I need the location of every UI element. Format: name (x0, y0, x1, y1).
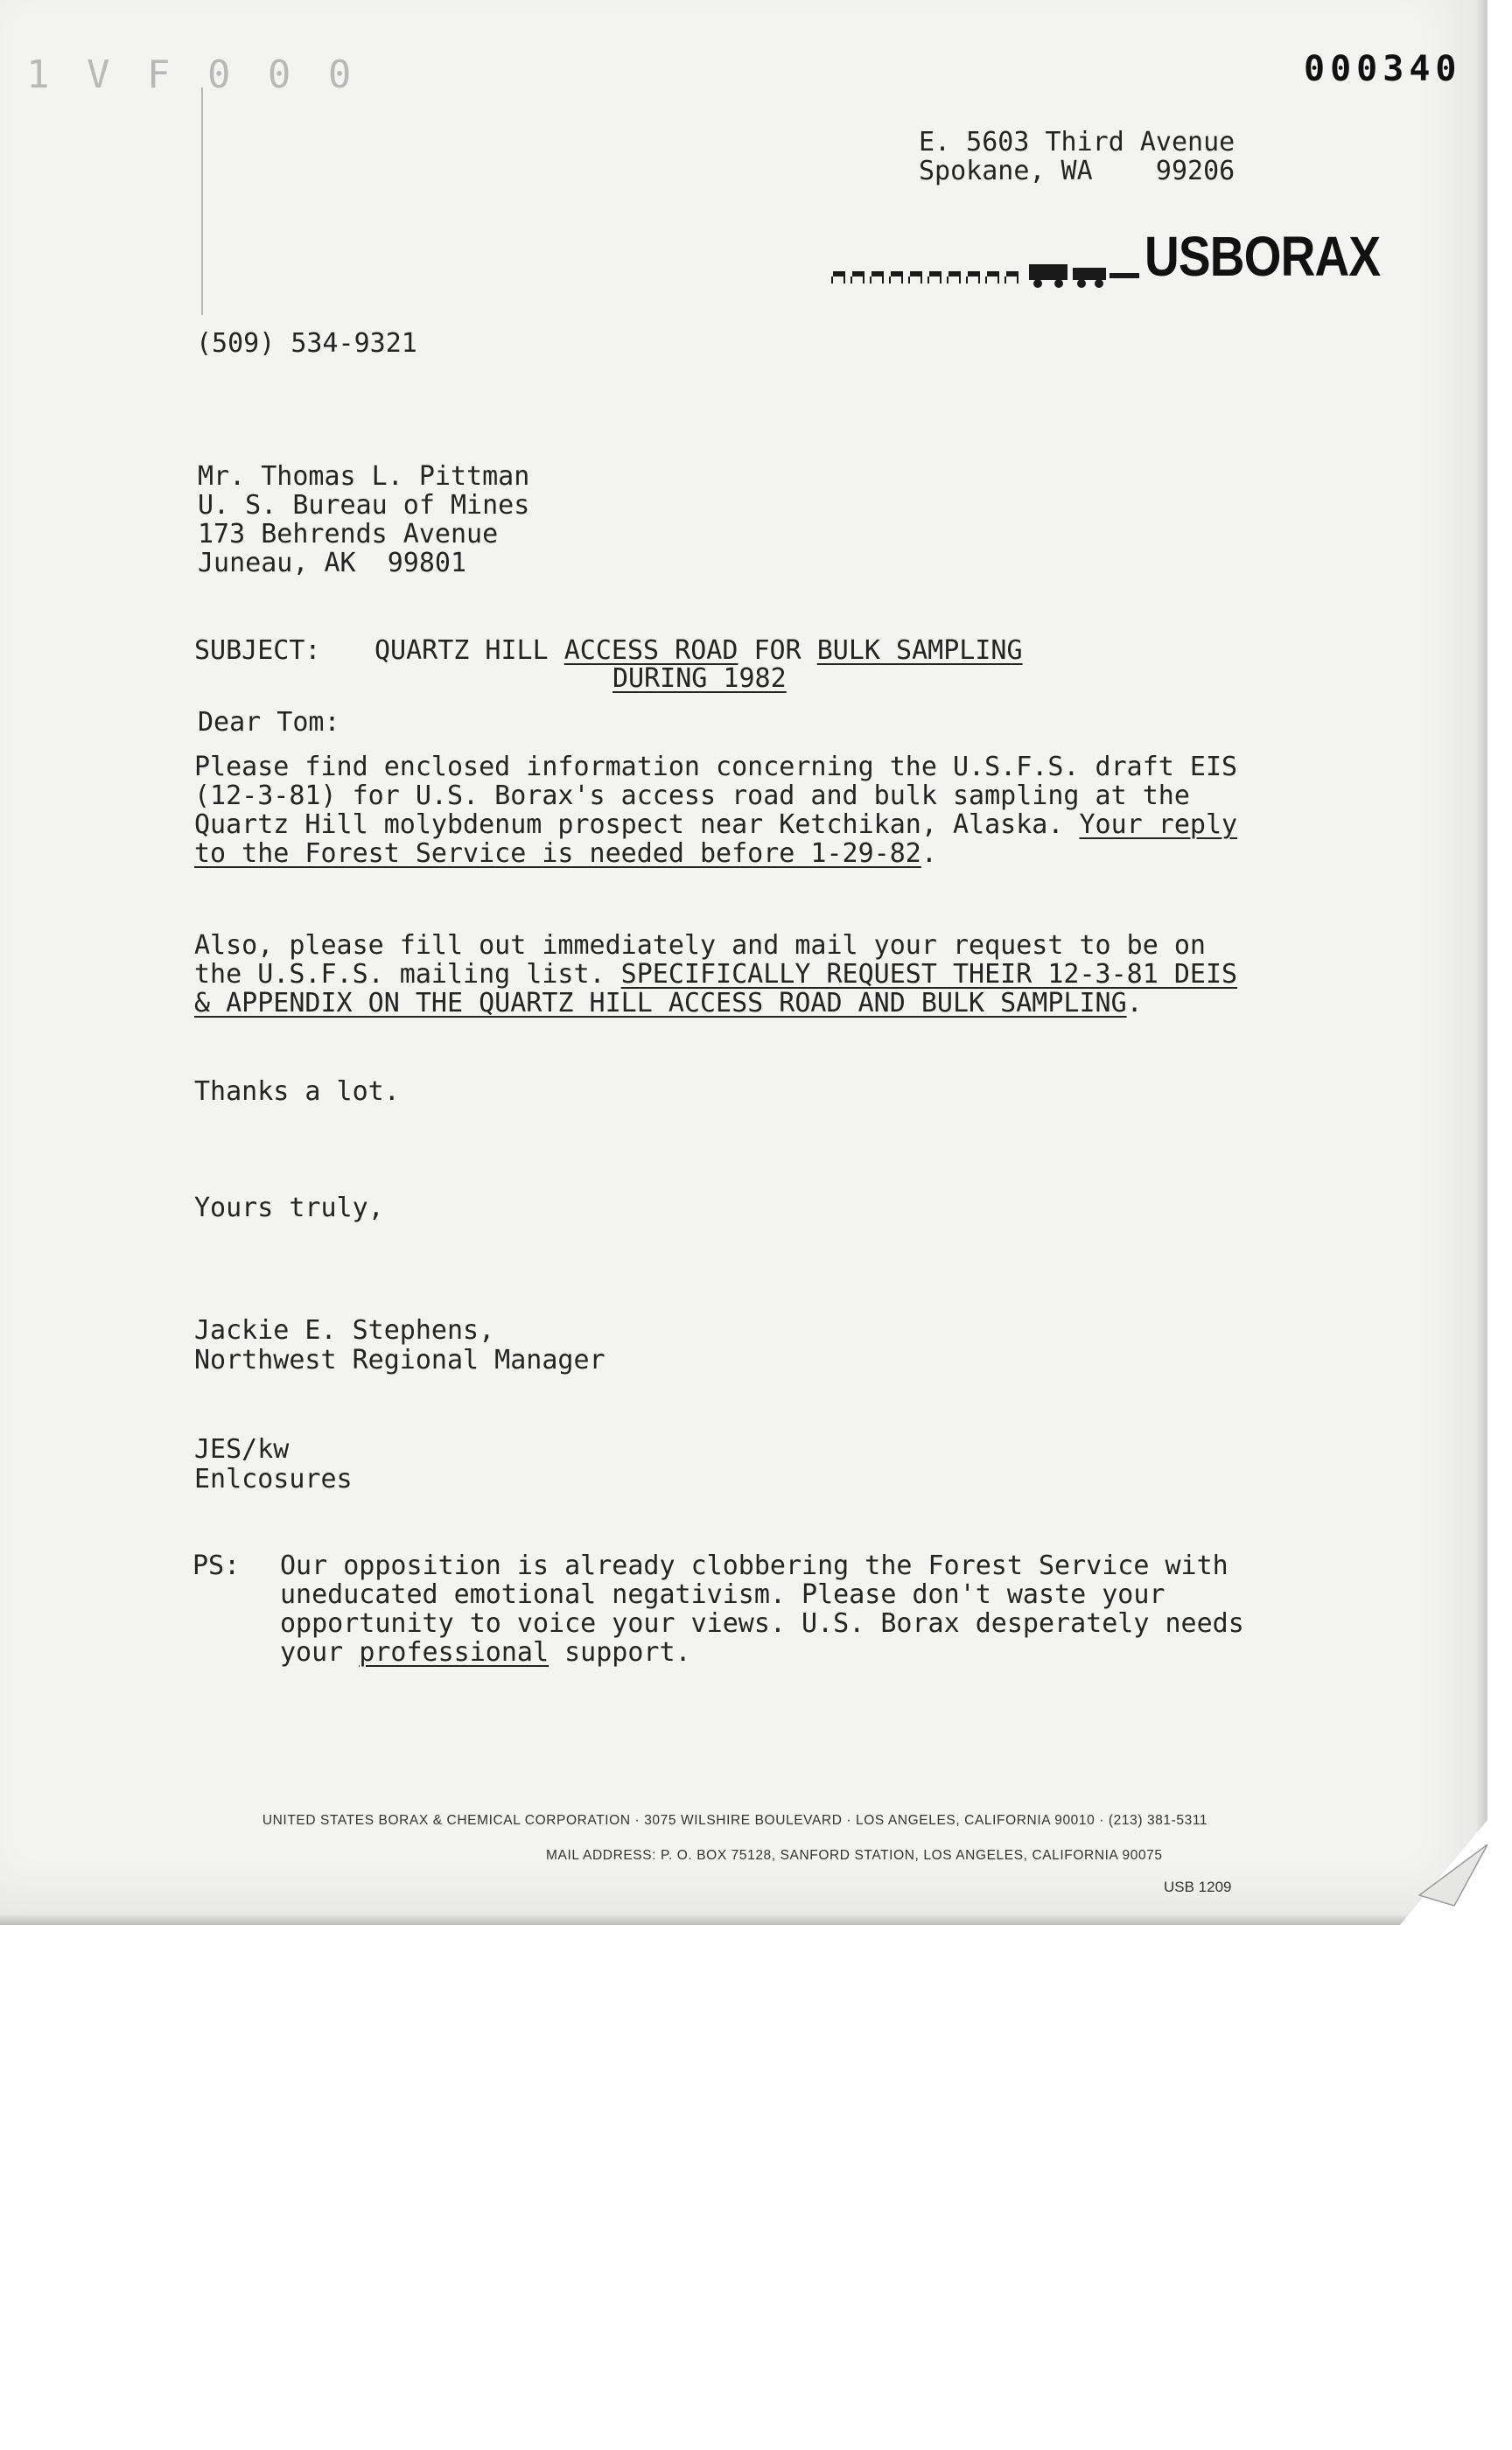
subject-text: QUARTZ HILL (374, 635, 564, 666)
postscript-body: Our opposition is already clobbering the Forest Service with uneducated emotional negativism. Please don't waste your opportunity to voice your views. U.S. Borax desperately needs your (280, 1550, 1244, 1668)
return-address-line: Spokane, WA 99206 (919, 156, 1236, 186)
footer-corporate-address: UNITED STATES BORAX & CHEMICAL CORPORATION · 3075 WILSHIRE BOULEVARD · LOS ANGELES, CALIFORNIA 90010 · (213) 381-5311 (262, 1813, 1208, 1828)
postscript-text (280, 1551, 1312, 1667)
sheet-edge-bottom (0, 1914, 1488, 1925)
recipient-line: U. S. Bureau of Mines (198, 490, 530, 521)
recipient-address (198, 462, 529, 578)
subject-text: FOR (738, 635, 817, 666)
body-paragraph (194, 931, 1262, 1018)
thanks-line: Thanks a lot. (194, 1076, 400, 1107)
signer-title: Northwest Regional Manager (194, 1345, 606, 1376)
form-number: USB 1209 (1164, 1879, 1232, 1895)
footer-mail-address: MAIL ADDRESS: P. O. BOX 75128, SANFORD STATION, LOS ANGELES, CALIFORNIA 90075 (546, 1848, 1163, 1863)
body-paragraph (194, 752, 1262, 868)
subject-text-underlined: BULK SAMPLING (816, 635, 1023, 666)
paragraph-text: Also, please fill out immediately and mail your request to be on the U.S.F.S. mailing list. (194, 930, 1206, 990)
sheet-edge-right (1477, 0, 1488, 1925)
postscript-label: PS: (192, 1550, 241, 1581)
subject-line-2: DURING 1982 (612, 663, 787, 694)
mule-team-icon (831, 262, 1146, 289)
folded-corner (1400, 1820, 1488, 1925)
paragraph-text: Please find enclosed information concerning the U.S.F.S. draft EIS (12-3-81) for U.S. Borax's access road and bulk sampling at the Quartz Hill molybdenum prospect near Ketchikan, Alaska. (194, 752, 1238, 840)
subject-label: SUBJECT: (194, 635, 321, 666)
margin-mark (184, 88, 203, 315)
paragraph-text-underlined: Your reply to the Forest Service is needed before 1-29-82 (194, 809, 1238, 869)
paragraph-text-underlined: SPECIFICALLY REQUEST THEIR 12-3-81 DEIS & APPENDIX ON THE QUARTZ HILL ACCESS ROAD AND BULK SAMPLING (194, 959, 1238, 1018)
document-number: 000340 (1304, 49, 1462, 89)
return-address (919, 128, 1235, 186)
reference-initials: JES/kw (194, 1434, 290, 1465)
recipient-line: 173 Behrends Avenue (198, 519, 499, 550)
company-logo: USBORAX (1144, 225, 1381, 288)
paragraph-text: . (1126, 988, 1143, 1018)
recipient-line: Mr. Thomas L. Pittman (198, 461, 530, 492)
letterhead (831, 224, 1381, 288)
recipient-line: Juneau, AK 99801 (198, 548, 467, 578)
closing: Yours truly, (194, 1193, 384, 1223)
postscript-body: support. (549, 1637, 691, 1668)
subject-text-underlined: ACCESS ROAD (564, 635, 738, 666)
return-address-line: E. 5603 Third Avenue (919, 127, 1236, 158)
signer-name: Jackie E. Stephens, (194, 1315, 495, 1346)
faint-stamp: 1 V F 0 0 0 (26, 52, 359, 97)
enclosures-note: Enlcosures (194, 1464, 353, 1494)
phone-number: (509) 534-9321 (196, 328, 417, 359)
salutation: Dear Tom: (198, 707, 340, 738)
paragraph-text: . (920, 838, 937, 869)
subject-line (374, 636, 1023, 665)
postscript-underlined: professional (359, 1637, 550, 1668)
